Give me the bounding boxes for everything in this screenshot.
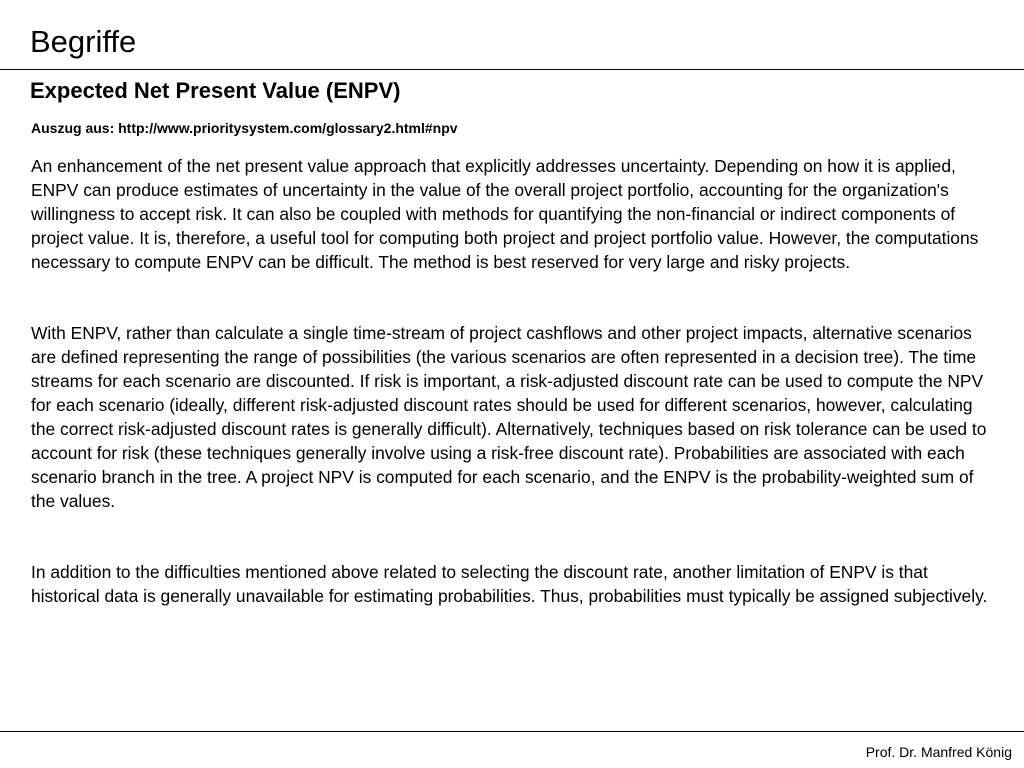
paragraph: In addition to the difficulties mentioned above related to selecting the discount rate, another limitation of ENPV is that historical data is generally unavailable for estimating probabilities. Thus, probabilities must typically be assigned subjectively. xyxy=(31,562,988,606)
footer-divider xyxy=(0,731,1024,732)
paragraph: An enhancement of the net present value approach that explicitly addresses uncertainty. Depending on how it is applied, ENPV can produce estimates of uncertainty in the value of the overall project portfolio, accounting for the organization's willingness to accept risk. It can also be coupled with methods for quantifying the non-financial or indirect components of project value. It is, therefore, a useful tool for computing both project and project portfolio value. However, the computations necessary to compute ENPV can be difficult. The method is best reserved for very large and risky projects. xyxy=(31,156,979,272)
header-divider xyxy=(0,69,1024,70)
source-citation: Auszug aus: http://www.prioritysystem.com/glossary2.html#npv xyxy=(31,120,458,136)
section-heading: Expected Net Present Value (ENPV) xyxy=(30,78,401,103)
paragraph: With ENPV, rather than calculate a single time-stream of project cashflows and other project impacts, alternative scenarios are defined representing the range of possibilities (the various scenarios are often represented in a decision tree). The time streams for each scenario are discounted. If risk is important, a risk-adjusted discount rate can be used to compute the NPV for each scenario (ideally, different risk-adjusted discount rates should be used for different scenarios, however, calculating the correct risk-adjusted discount rates is generally difficult). Alternatively, techniques based on risk tolerance can be used to account for risk (these techniques generally involve using a risk-free discount rate). Probabilities are associated with each scenario branch in the tree. A project NPV is computed for each scenario, and the ENPV is the probability-weighted sum of the values. xyxy=(31,323,987,511)
footer-author: Prof. Dr. Manfred König xyxy=(865,744,1012,760)
slide-title: Begriffe xyxy=(30,24,137,59)
body-text xyxy=(31,154,996,655)
